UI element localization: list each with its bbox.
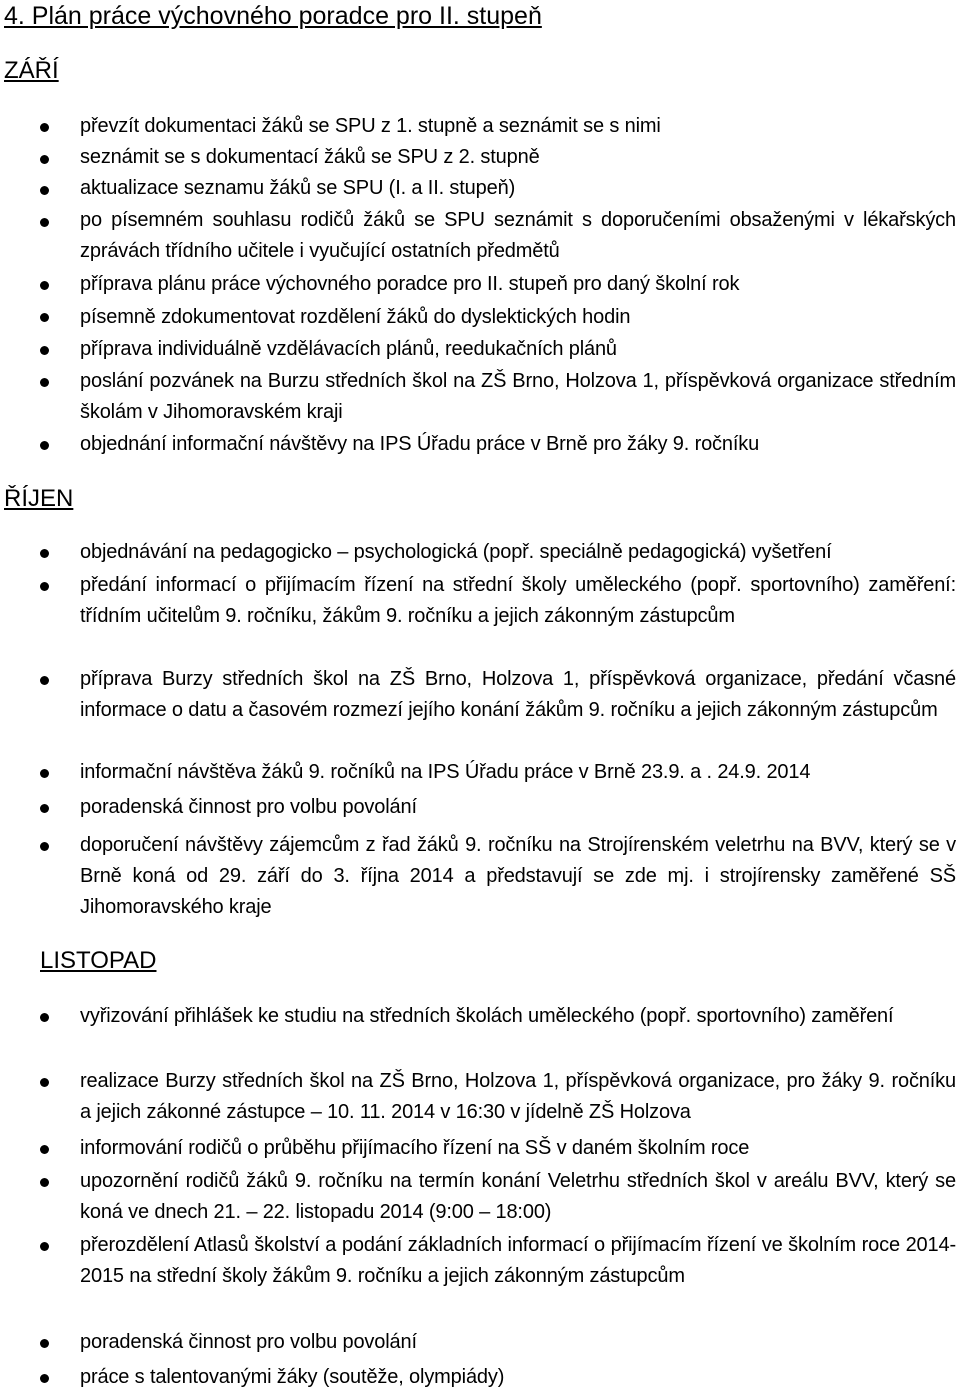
section-heading-listopad: LISTOPAD bbox=[40, 947, 157, 974]
page-title: 4. Plán práce výchovného poradce pro II. stupeň bbox=[4, 2, 542, 30]
bullet-icon bbox=[40, 123, 49, 132]
bullet-icon bbox=[40, 1374, 49, 1383]
bullet-icon bbox=[40, 769, 49, 778]
bullet-icon bbox=[40, 804, 49, 813]
list-item: příprava individuálně vzdělávacích plánů, reedukačních plánů bbox=[80, 338, 617, 360]
bullet-icon bbox=[40, 346, 49, 355]
bullet-icon bbox=[40, 441, 49, 450]
list-item: doporučení návštěvy zájemcům z řad žáků 9. ročníku na Strojírenském veletrhu na BVV, který se v Brně koná od 29. září do 3. října 2014 a představují se zde mj. i strojírensky zaměřené SŠ Jihomoravského kraje bbox=[80, 834, 956, 918]
bullet-icon bbox=[40, 842, 49, 851]
bullet-icon bbox=[40, 676, 49, 685]
bullet-icon bbox=[40, 155, 49, 164]
list-item: poradenská činnost pro volbu povolání bbox=[80, 1331, 417, 1353]
section-heading-rijen: ŘÍJEN bbox=[4, 485, 74, 512]
bullet-icon bbox=[40, 1078, 49, 1087]
list-item: upozornění rodičů žáků 9. ročníku na termín konání Veletrhu středních škol v areálu BVV, který se koná ve dnech 21. – 22. listopadu 2014 (9:00 – 18:00) bbox=[80, 1170, 956, 1223]
list-item: příprava Burzy středních škol na ZŠ Brno, Holzova 1, příspěvková organizace, předání včasné informace o datu a časovém rozmezí jejího konání žákům 9. ročníku a jejich zákonným zástupcům bbox=[80, 668, 956, 721]
bullet-icon bbox=[40, 313, 49, 322]
list-item: realizace Burzy středních škol na ZŠ Brno, Holzova 1, příspěvková organizace, pro žáky 9. ročníku a jejich zákonné zástupce – 10. 11. 2014 v 16:30 v jídelně ZŠ Holzova bbox=[80, 1070, 956, 1123]
list-item: převzít dokumentaci žáků se SPU z 1. stupně a seznámit se s nimi bbox=[80, 115, 661, 137]
list-item: informování rodičů o průběhu přijímacího řízení na SŠ v daném školním roce bbox=[80, 1137, 750, 1159]
list-item: aktualizace seznamu žáků se SPU (I. a II. stupeň) bbox=[80, 177, 516, 199]
list-item: poradenská činnost pro volbu povolání bbox=[80, 796, 417, 818]
bullet-icon bbox=[40, 549, 49, 558]
list-item: vyřizování přihlášek ke studiu na středních školách uměleckého (popř. sportovního) zaměření bbox=[80, 1005, 894, 1027]
list-item: informační návštěva žáků 9. ročníků na IPS Úřadu práce v Brně 23.9. a . 24.9. 2014 bbox=[80, 761, 811, 783]
list-item: objednávání na pedagogicko – psychologická (popř. speciálně pedagogická) vyšetření bbox=[80, 541, 832, 563]
bullet-icon bbox=[40, 1013, 49, 1022]
list-item: přerozdělení Atlasů školství a podání základních informací o přijímacím řízení ve školním roce 2014-2015 na střední školy žákům 9. ročníku a jejich zákonným zástupcům bbox=[80, 1234, 956, 1287]
list-item: předání informací o přijímacím řízení na střední školy uměleckého (popř. sportovního) zaměření: třídním učitelům 9. ročníku, žákům 9. ročníku a jejich zákonným zástupcům bbox=[80, 574, 956, 627]
list-item: po písemném souhlasu rodičů žáků se SPU seznámit s doporučeními obsaženými v lékařských zprávách třídního učitele i vyučující ostatních předmětů bbox=[80, 209, 956, 262]
bullet-icon bbox=[40, 186, 49, 195]
bullet-icon bbox=[40, 378, 49, 387]
bullet-icon bbox=[40, 582, 49, 591]
bullet-icon bbox=[40, 218, 49, 227]
list-item: objednání informační návštěvy na IPS Úřadu práce v Brně pro žáky 9. ročníku bbox=[80, 433, 760, 455]
bullet-icon bbox=[40, 281, 49, 290]
list-item: poslání pozvánek na Burzu středních škol na ZŠ Brno, Holzova 1, příspěvková organizace středním školám v Jihomoravském kraji bbox=[80, 370, 956, 423]
list-item: práce s talentovanými žáky (soutěže, olympiády) bbox=[80, 1366, 505, 1388]
list-item: seznámit se s dokumentací žáků se SPU z 2. stupně bbox=[80, 146, 540, 168]
list-item: příprava plánu práce výchovného poradce pro II. stupeň pro daný školní rok bbox=[80, 273, 740, 295]
bullet-icon bbox=[40, 1145, 49, 1154]
bullet-icon bbox=[40, 1339, 49, 1348]
bullet-icon bbox=[40, 1242, 49, 1251]
bullet-icon bbox=[40, 1178, 49, 1187]
list-item: písemně zdokumentovat rozdělení žáků do dyslektických hodin bbox=[80, 306, 631, 328]
section-heading-zari: ZÁŘÍ bbox=[4, 57, 59, 84]
